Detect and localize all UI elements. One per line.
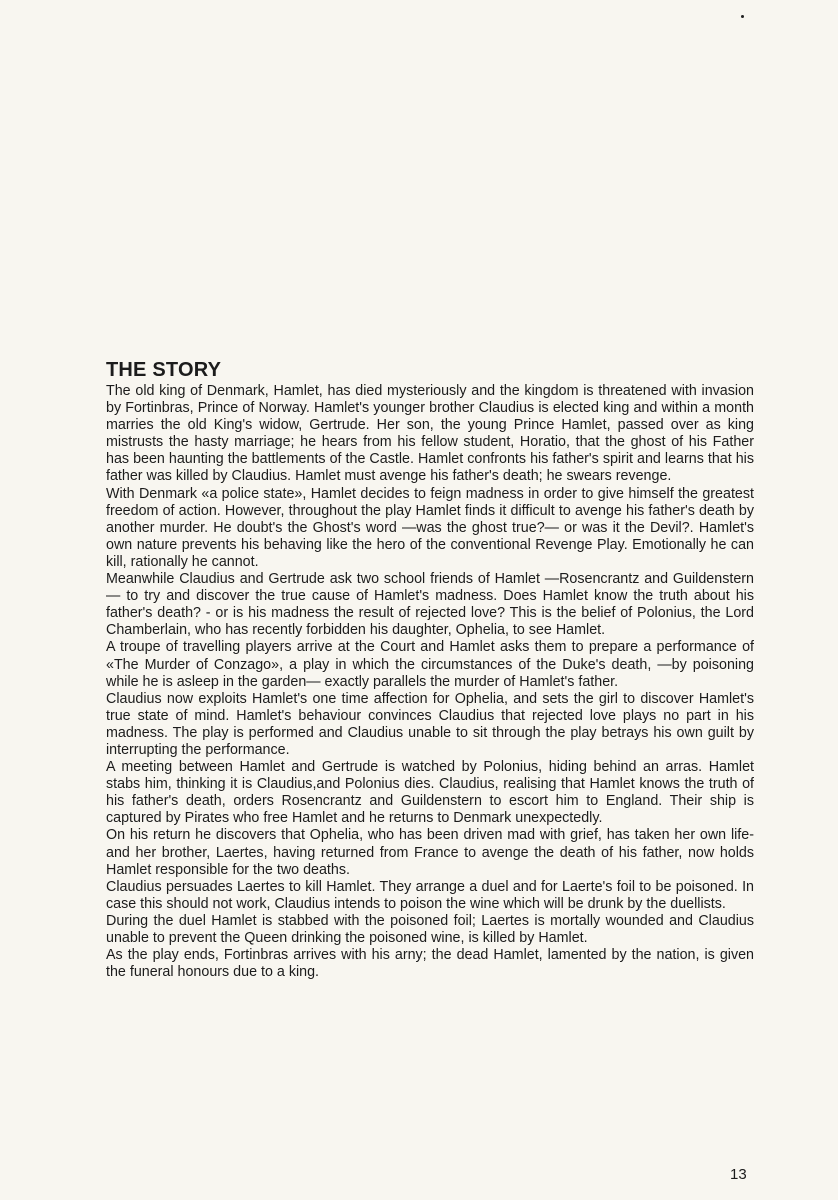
story-paragraph-9: During the duel Hamlet is stabbed with the poisoned foil; Laertes is mortally wounded and Claudius unable to prevent the Queen drinking the poisoned wine, is killed by Hamlet.	[106, 912, 754, 946]
story-paragraph-3: Meanwhile Claudius and Gertrude ask two school friends of Hamlet —Rosencrantz and Guildenstern— to try and discover the true cause of Hamlet's madness. Does Hamlet know the truth about his father's death? - or is his madness the result of rejected love? This is the belief of Polonius, the Lord Chamberlain, who has recently forbidden his daughter, Ophelia, to see Hamlet.	[106, 571, 754, 639]
story-paragraph-10: As the play ends, Fortinbras arrives with his arny; the dead Hamlet, lamented by the nation, is given the funeral honours due to a king.	[106, 947, 754, 981]
page-number: 13	[730, 1166, 747, 1183]
story-paragraph-6: A meeting between Hamlet and Gertrude is watched by Polonius, hiding behind an arras. Hamlet stabs him, thinking it is Claudius,and Polonius dies. Claudius, realising that Hamlet knows the truth of his father's death, orders Rosencrantz and Guildenstern to escort him to England. Their ship is captured by Pirates who free Hamlet and he returns to Denmark unexpectedly.	[106, 759, 754, 827]
story-paragraph-8: Claudius persuades Laertes to kill Hamlet. They arrange a duel and for Laerte's foil to be poisoned. In case this should not work, Claudius intends to poison the wine which will be drunk by the duellists.	[106, 878, 754, 912]
story-paragraph-7: On his return he discovers that Ophelia, who has been driven mad with grief, has taken her own life-and her brother, Laertes, having returned from France to avenge the death of his father, now holds Hamlet responsible for the two deaths.	[106, 827, 754, 878]
print-speck	[741, 15, 744, 18]
story-paragraph-2: With Denmark «a police state», Hamlet decides to feign madness in order to give himself the greatest freedom of action. However, throughout the play Hamlet finds it difficult to avenge his father's death by another murder. He doubt's the Ghost's word —was the ghost true?— or was it the Devil?. Hamlet's own nature prevents his behaving like the hero of the conventional Revenge Play. Emotionally he can kill, rationally he cannot.	[106, 485, 754, 570]
story-paragraph-4: A troupe of travelling players arrive at the Court and Hamlet asks them to prepare a performance of «The Murder of Conzago», a play in which the circumstances of the Duke's death, —by poisoning while he is asleep in the garden— exactly parallels the murder of Hamlet's father.	[106, 639, 754, 690]
story-paragraph-1: The old king of Denmark, Hamlet, has died mysteriously and the kingdom is threatened with invasion by Fortinbras, Prince of Norway. Hamlet's younger brother Claudius is elected king and within a month marries the old King's widow, Gertrude. Her son, the young Prince Hamlet, passed over as king mistrusts the hasty marriage; he hears from his fellow student, Horatio, that the ghost of his Father has been haunting the battlements of the Castle. Hamlet confronts his father's spirit and learns that his father was killed by Claudius. Hamlet must avenge his father's death; he swears revenge.	[106, 383, 754, 485]
story-heading: THE STORY	[106, 359, 222, 381]
story-paragraph-5: Claudius now exploits Hamlet's one time affection for Ophelia, and sets the girl to discover Hamlet's true state of mind. Hamlet's behaviour convinces Claudius that rejected love plays no part in his madness. The play is performed and Claudius unable to sit through the play betrays his own guilt by interrupting the performance.	[106, 690, 754, 758]
story-section	[106, 358, 754, 981]
